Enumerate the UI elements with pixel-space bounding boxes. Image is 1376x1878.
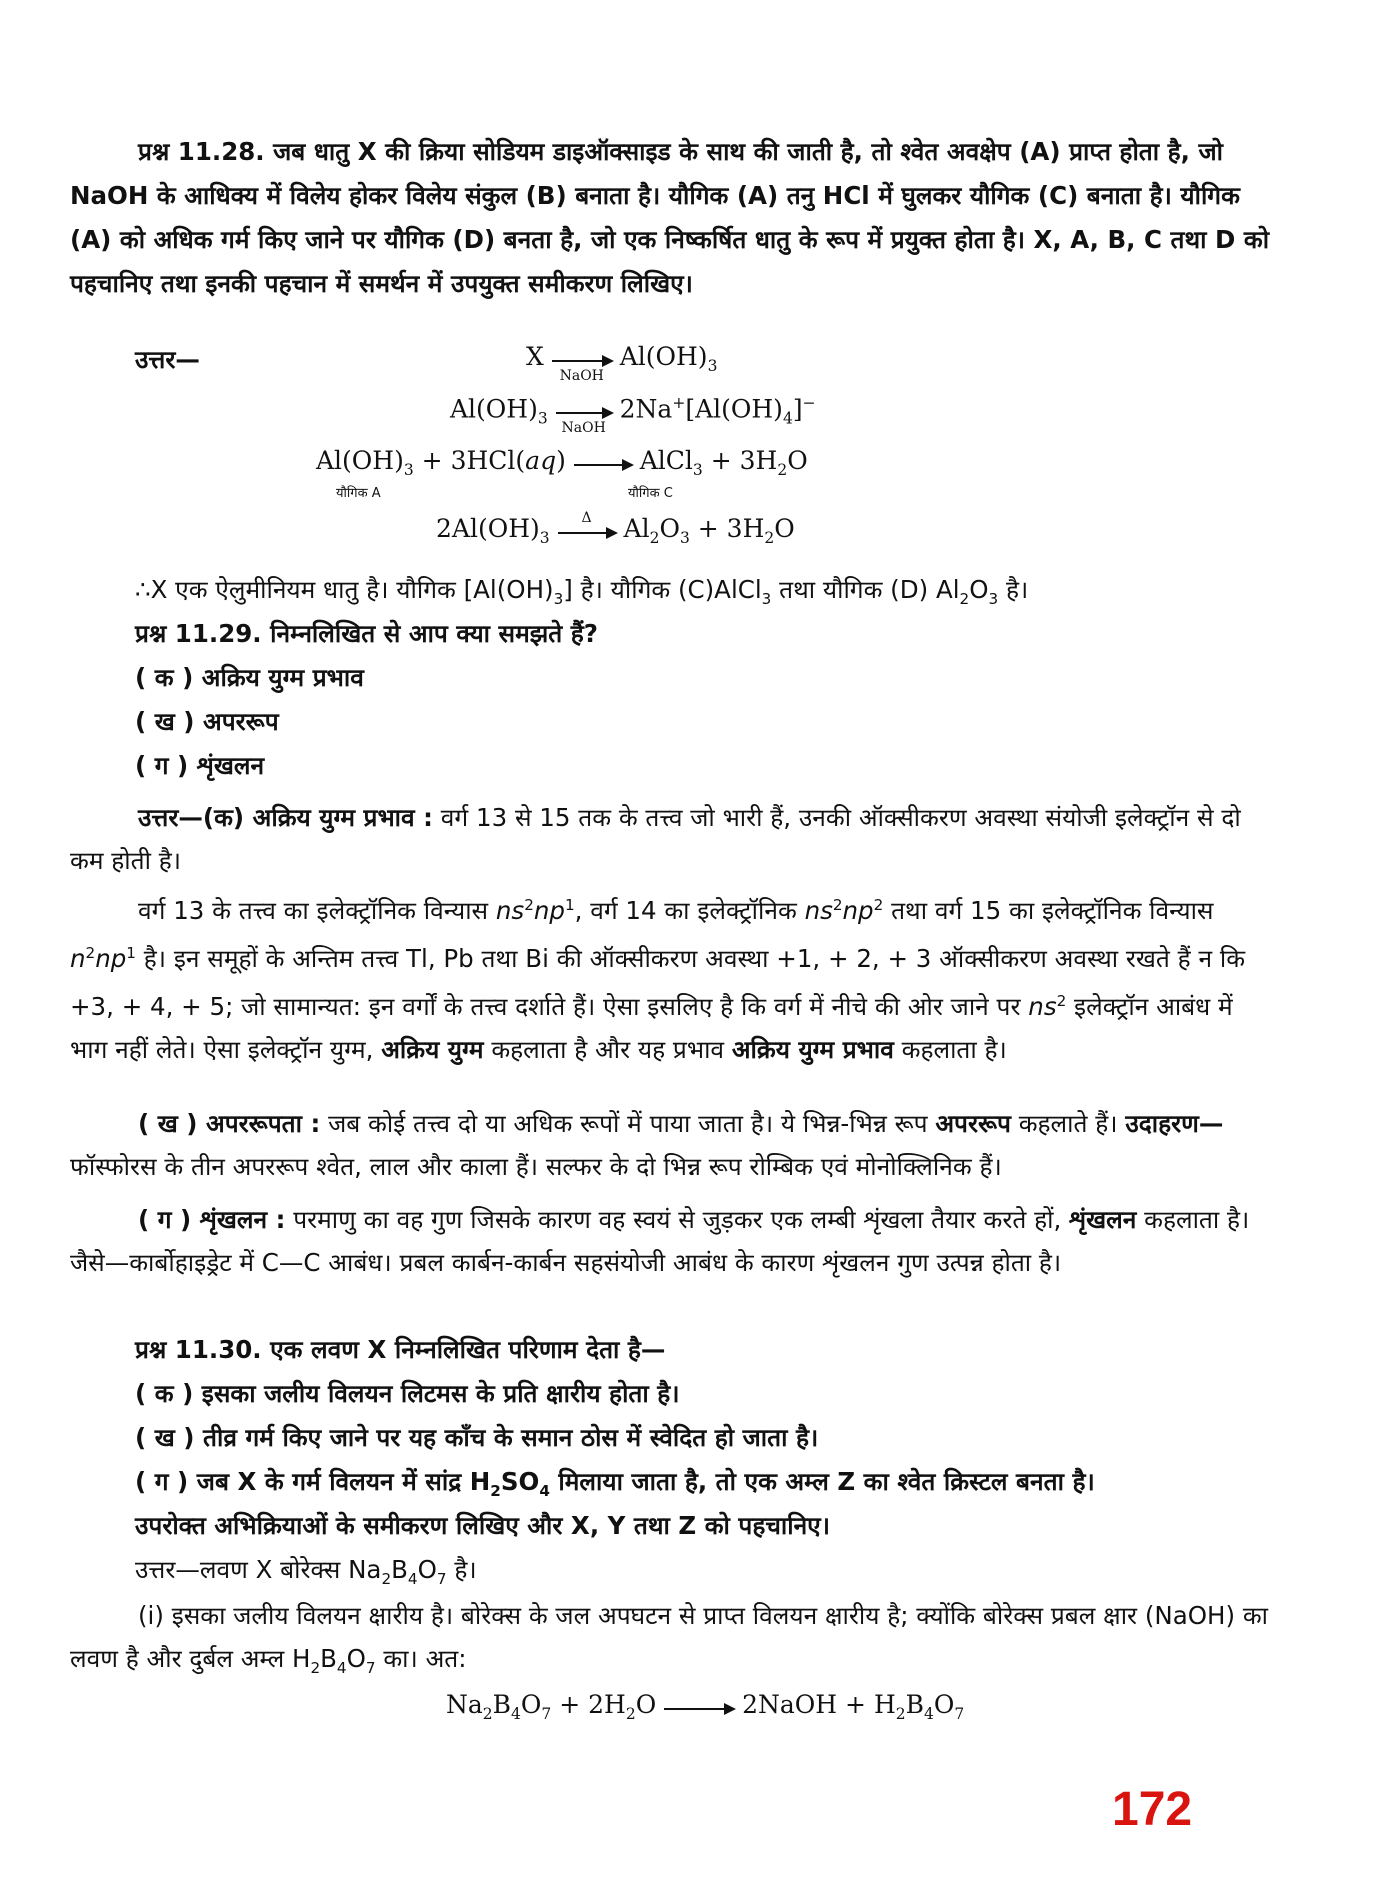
reagent-label: NaOH [559, 367, 604, 384]
answer-11-29-c: ( ग ) शृंखलन : परमाणु का वह गुण जिसके कारण वह स्वयं से जुड़कर एक लम्बी शृंखला तैयार करते हों, शृंखलन कहलाता है। जैसे—कार्बोहाइड्रेट में C—C आबंध। प्रबल कार्बन-कार्बन सहसंयोजी आबंध के कारण शृंखलन गुण उत्पन्न होता है। [70, 1205, 1250, 1277]
option-a: ( क ) अक्रिय युग्म प्रभाव [135, 663, 364, 692]
q1130-answer: उत्तर—लवण X बोरेक्स $Na_2B_4O_7$ है। [135, 1555, 477, 1588]
label-compound-a: यौगिक A [336, 486, 381, 501]
equation-borax-hydrolysis: $Na_2B_4O_7 + 2H_2O$ 2NaOH + $H_2B_4O_7$ [446, 1690, 965, 1723]
q1130-option-a: ( क ) इसका जलीय विलयन लिटमस के प्रति क्षारीय होता है। [135, 1379, 680, 1408]
q1130-instruction: उपरोक्त अभिक्रियाओं के समीकरण लिखिए और X, Y तथा Z को पहचानिए। [135, 1511, 831, 1540]
q1130-para-i: (i) इसका जलीय विलयन क्षारीय है। बोरेक्स के जल अपघटन से प्राप्त विलयन क्षारीय है; क्योंकि बोरेक्स प्रबल क्षार (NaOH) का लवण है और दुर्बल अम्ल $H_2B_4O_7$ का। अत: [70, 1601, 1268, 1677]
q1130-option-b: ( ख ) तीव्र गर्म किए जाने पर यह काँच के समान ठोस में स्वेदित हो जाता है। [135, 1423, 819, 1452]
label-compound-c: यौगिक C [628, 486, 673, 501]
equation-1: X NaOH $Al(OH)_3$ [526, 342, 718, 384]
question-11-30-title: प्रश्न 11.30. एक लवण X निम्नलिखित परिणाम देता है— [135, 1335, 666, 1364]
answer-11-29-b: ( ख ) अपररूपता : जब कोई तत्त्व दो या अधिक रूपों में पाया जाता है। ये भिन्न-भिन्न रूप अपररूप कहलाते हैं। उदाहरण—फॉस्फोरस के तीन अपररूप श्वेत, लाल और काला हैं। सल्फर के दो भिन्न रूप रोम्बिक एवं मोनोक्लिनिक हैं। [70, 1109, 1224, 1181]
option-b: ( ख ) अपररूप [135, 707, 279, 736]
equation-3: $Al(OH)_3 + 3HCl(aq)$ AlCl$_3$ + $3H_2O$ [316, 446, 808, 479]
heat-symbol: Δ [581, 509, 592, 526]
answer-label-11-28: उत्तर— [135, 345, 200, 374]
reagent-label: NaOH [561, 419, 606, 436]
question-11-28-text: प्रश्न 11.28. जब धातु X की क्रिया सोडियम डाइऑक्साइड के साथ की जाती है, तो श्वेत अवक्षेप (A) प्राप्त होता है, जो NaOH के आधिक्य में विलेय होकर विलेय संकुल (B) बनाता है। यौगिक (A) तनु HCl में घुलकर यौगिक (C) बनाता है। यौगिक (A) को अधिक गर्म किए जाने पर यौगिक (D) बनता है, जो एक निष्कर्षित धातु के रूप में प्रयुक्त होता है। X, A, B, C तथा D को पहचानिए तथा इनकी पहचान में समर्थन में उपयुक्त समीकरण लिखिए। [70, 137, 1270, 298]
question-11-28 [70, 130, 1270, 306]
equation-4: $2Al(OH)_3$ Δ $Al_2O_3 + 3H_2O$ [436, 509, 795, 547]
answer-11-29-a: उत्तर—(क) अक्रिय युग्म प्रभाव : वर्ग 13 से 15 तक के तत्त्व जो भारी हैं, उनकी ऑक्सीकरण अवस्था संयोजी इलेक्ट्रॉन से दो कम होती है। [70, 803, 1241, 875]
question-11-29-title: प्रश्न 11.29. निम्नलिखित से आप क्या समझते हैं? [135, 619, 598, 648]
page-number: 172 [1112, 1783, 1193, 1836]
option-c: ( ग ) शृंखलन [135, 751, 265, 780]
equation-2: $Al(OH)_3$ NaOH $2Na^+[Al(OH)_4]^-$ [450, 394, 816, 436]
conclusion-11-28: ∴X एक ऐलुमीनियम धातु है। यौगिक $[Al(OH)_3]$ है। यौगिक (C)AlCl$_3$ तथा यौगिक (D) $Al_2O_3$ है। [135, 575, 1029, 608]
q1130-option-c: ( ग ) जब X के गर्म विलयन में सांद्र $H_2SO_4$ मिलाया जाता है, तो एक अम्ल Z का श्वेत क्रिस्टल बनता है। [135, 1467, 1095, 1500]
paragraph-inert-pair: वर्ग 13 के तत्त्व का इलेक्ट्रॉनिक विन्यास $ns^2np^1$, वर्ग 14 का इलेक्ट्रॉनिक $ns^2np^2$ तथा वर्ग 15 का इलेक्ट्रॉनिक विन्यास $n^2np^1$ है। इन समूहों के अन्तिम तत्त्व Tl, Pb तथा Bi की ऑक्सीकरण अवस्था +1, + 2, + 3 ऑक्सीकरण अवस्था रखते हैं न कि +3, + 4, + 5; जो सामान्यत: इन वर्गों के तत्त्व दर्शाते हैं। ऐसा इसलिए है कि वर्ग में नीचे की ओर जाने पर $ns^2$ इलेक्ट्रॉन आबंध में भाग नहीं लेते। ऐसा इलेक्ट्रॉन युग्म, अक्रिय युग्म कहलाता है और यह प्रभाव अक्रिय युग्म प्रभाव कहलाता है। [70, 896, 1246, 1065]
